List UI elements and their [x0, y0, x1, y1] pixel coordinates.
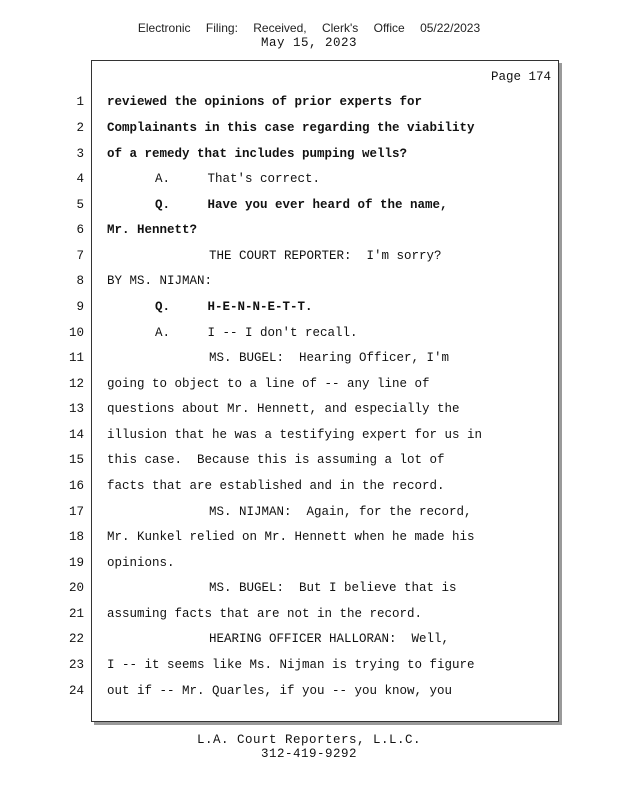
transcript-line: Mr. Kunkel relied on Mr. Hennett when he made his — [107, 530, 475, 544]
line-number: 17 — [68, 505, 84, 519]
filing-stamp — [0, 21, 618, 35]
transcript-line: questions about Mr. Hennett, and especially the — [107, 402, 460, 416]
line-number: 23 — [68, 658, 84, 672]
filing-word-filing: Filing: — [205, 21, 238, 35]
transcript-line: I -- it seems like Ms. Nijman is trying to figure — [107, 658, 475, 672]
line-number: 15 — [68, 453, 84, 467]
line-number: 10 — [68, 326, 84, 340]
footer-company: L.A. Court Reporters, L.L.C. — [196, 733, 422, 747]
line-number: 21 — [68, 607, 84, 621]
filing-word-received: Received, — [253, 21, 307, 35]
line-number: 8 — [76, 274, 84, 288]
filing-word-clerks: Clerk's — [321, 21, 359, 35]
line-number: 7 — [76, 249, 84, 263]
line-number: 4 — [76, 172, 84, 186]
transcript-line: reviewed the opinions of prior experts for — [107, 95, 423, 109]
transcript-line: Complainants in this case regarding the viability — [107, 121, 475, 135]
transcript-line: MS. BUGEL: Hearing Officer, I'm — [209, 351, 450, 365]
transcript-line: illusion that he was a testifying expert for us in — [107, 428, 483, 442]
transcript-line: A. That's correct. — [155, 172, 321, 186]
line-number: 14 — [68, 428, 84, 442]
filing-word-office: Office — [373, 21, 405, 35]
filing-date: 05/22/2023 — [420, 21, 481, 35]
transcript-line: BY MS. NIJMAN: — [107, 274, 213, 288]
transcript-line: MS. NIJMAN: Again, for the record, — [209, 505, 472, 519]
transcript-line: THE COURT REPORTER: I'm sorry? — [209, 249, 442, 263]
line-number: 12 — [68, 377, 84, 391]
footer-phone: 312-419-9292 — [260, 747, 357, 761]
line-number: 1 — [76, 95, 84, 109]
line-number: 11 — [68, 351, 84, 365]
transcript-line: MS. BUGEL: But I believe that is — [209, 581, 457, 595]
line-number: 2 — [76, 121, 84, 135]
line-number: 3 — [76, 147, 84, 161]
filing-word-electronic: Electronic — [137, 21, 191, 35]
line-number: 20 — [68, 581, 84, 595]
transcript-line: this case. Because this is assuming a lot of — [107, 453, 445, 467]
transcript-line: Mr. Hennett? — [107, 223, 198, 237]
transcript-line: Q. Have you ever heard of the name, — [155, 198, 448, 212]
transcript-line: opinions. — [107, 556, 175, 570]
line-number: 16 — [68, 479, 84, 493]
line-number: 13 — [68, 402, 84, 416]
transcript-line: HEARING OFFICER HALLORAN: Well, — [209, 632, 450, 646]
line-number: 5 — [76, 198, 84, 212]
transcript-date: May 15, 2023 — [260, 36, 357, 50]
page-number: Page 174 — [490, 70, 551, 84]
line-number: 19 — [68, 556, 84, 570]
transcript-line: facts that are established and in the record. — [107, 479, 445, 493]
line-number: 6 — [76, 223, 84, 237]
transcript-line: of a remedy that includes pumping wells? — [107, 147, 408, 161]
line-number: 18 — [68, 530, 84, 544]
line-number: 9 — [76, 300, 84, 314]
transcript-line: going to object to a line of -- any line of — [107, 377, 430, 391]
transcript-line: A. I -- I don't recall. — [155, 326, 358, 340]
line-number: 24 — [68, 684, 84, 698]
line-number: 22 — [68, 632, 84, 646]
transcript-line: assuming facts that are not in the record. — [107, 607, 423, 621]
transcript-line: out if -- Mr. Quarles, if you -- you know, you — [107, 684, 453, 698]
transcript-line: Q. H-E-N-N-E-T-T. — [155, 300, 313, 314]
